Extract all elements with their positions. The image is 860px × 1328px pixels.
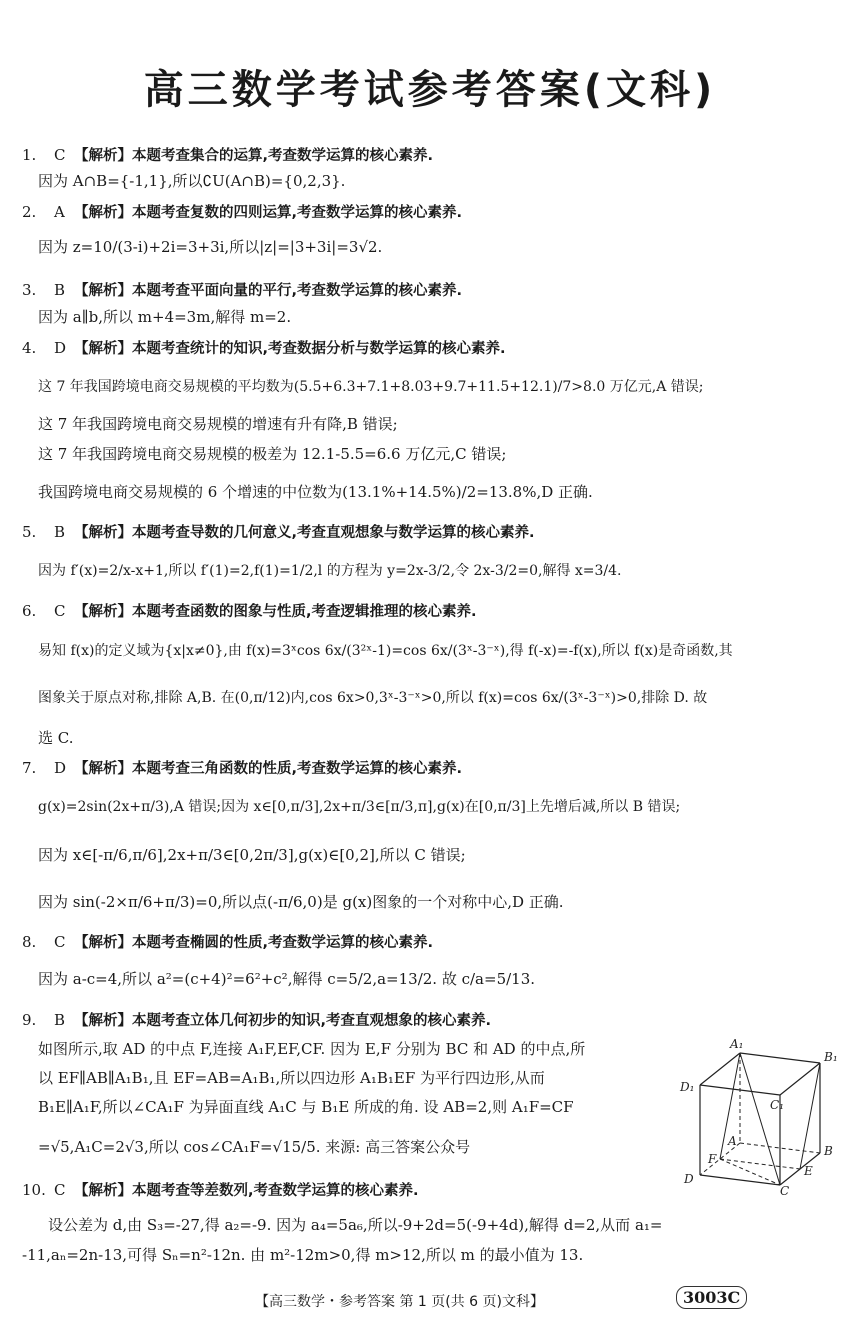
solution-line: 我国跨境电商交易规模的 6 个增速的中位数为(13.1%+14.5%)/2=13.8%,D 正确. <box>38 483 593 501</box>
solution-line: 设公差为 d,由 S₃=-27,得 a₂=-9. 因为 a₄=5a₆,所以-9+2d=5(-9+4d),解得 d=2,从而 a₁= <box>48 1216 663 1234</box>
analysis-note: 本题考查立体几何初步的知识,考查直观想象的核心素养. <box>132 1013 492 1029</box>
solution-line: 这 7 年我国跨境电商交易规模的平均数为(5.5+6.3+7.1+8.03+9.7+11.5+12.1)/7>8.0 万亿元,A 错误; <box>38 379 704 395</box>
solution-line: 易知 f(x)的定义域为{x|x≠0},由 f(x)=3ˣcos 6x/(3²ˣ-1)=cos 6x/(3ˣ-3⁻ˣ),得 f(-x)=-f(x),所以 f(x)是奇函数,其 <box>38 643 733 659</box>
question-number: 1. <box>22 146 37 164</box>
solution-line: 以 EF∥AB∥A₁B₁,且 EF=AB=A₁B₁,所以四边形 A₁B₁EF 为平行四边形,从而 <box>38 1069 545 1087</box>
question-8-header <box>22 932 433 953</box>
label-a1: A₁ <box>730 1037 744 1051</box>
solution-line: 因为 A∩B={-1,1},所以∁U(A∩B)={0,2,3}. <box>38 172 346 190</box>
paper-code: 3003C <box>676 1286 747 1309</box>
answer-letter: B <box>54 281 66 299</box>
analysis-tag: 【解析】 <box>74 525 132 541</box>
solution-line: 如图所示,取 AD 的中点 F,连接 A₁F,EF,CF. 因为 E,F 分别为 BC 和 AD 的中点,所 <box>38 1040 586 1058</box>
analysis-tag: 【解析】 <box>74 1183 132 1199</box>
analysis-note: 本题考查复数的四则运算,考查数学运算的核心素养. <box>132 205 463 221</box>
analysis-note: 本题考查等差数列,考查数学运算的核心素养. <box>132 1183 419 1199</box>
label-b: B <box>824 1144 833 1158</box>
analysis-tag: 【解析】 <box>74 1013 132 1029</box>
analysis-note: 本题考查统计的知识,考查数据分析与数学运算的核心素养. <box>132 341 506 357</box>
question-10-header <box>22 1180 419 1201</box>
question-number: 4. <box>22 339 37 357</box>
analysis-note: 本题考查集合的运算,考查数学运算的核心素养. <box>132 148 434 164</box>
analysis-tag: 【解析】 <box>74 148 132 164</box>
question-number: 3. <box>22 281 37 299</box>
solution-line: g(x)=2sin(2x+π/3),A 错误;因为 x∈[0,π/3],2x+π/3∈[π/3,π],g(x)在[0,π/3]上先增后减,所以 B 错误; <box>38 799 681 815</box>
answer-letter: C <box>54 1181 66 1199</box>
solution-line: 这 7 年我国跨境电商交易规模的增速有升有降,B 错误; <box>38 415 398 433</box>
analysis-tag: 【解析】 <box>74 341 132 357</box>
question-number: 8. <box>22 933 37 951</box>
label-e: E <box>804 1164 813 1178</box>
question-4-header <box>22 338 506 359</box>
label-b1: B₁ <box>824 1050 838 1064</box>
question-number: 6. <box>22 602 37 620</box>
answer-letter: C <box>54 146 66 164</box>
question-2-header <box>22 202 462 223</box>
page-footer: 【高三数学・参考答案 第 1 页(共 6 页)文科】 <box>255 1294 544 1310</box>
solution-line: -11,aₙ=2n-13,可得 Sₙ=n²-12n. 由 m²-12m>0,得 m>12,所以 m 的最小值为 13. <box>22 1246 584 1264</box>
solution-line: 因为 a∥b,所以 m+4=3m,解得 m=2. <box>38 308 292 326</box>
label-c: C <box>780 1184 790 1195</box>
answer-letter: D <box>54 339 67 357</box>
question-number: 5. <box>22 523 37 541</box>
solution-line: 选 C. <box>38 729 74 747</box>
question-6-header <box>22 601 477 622</box>
analysis-tag: 【解析】 <box>74 761 132 777</box>
answer-letter: B <box>54 1011 66 1029</box>
answer-letter: B <box>54 523 66 541</box>
question-7-header <box>22 758 462 779</box>
analysis-note: 本题考查导数的几何意义,考查直观想象与数学运算的核心素养. <box>132 525 535 541</box>
solution-line: 因为 f′(x)=2/x-x+1,所以 f′(1)=2,f(1)=1/2,l 的方程为 y=2x-3/2,令 2x-3/2=0,解得 x=3/4. <box>38 563 622 579</box>
analysis-tag: 【解析】 <box>74 283 132 299</box>
answer-letter: D <box>54 759 67 777</box>
analysis-note: 本题考查椭圆的性质,考查数学运算的核心素养. <box>132 935 434 951</box>
label-c1: C₁ <box>770 1098 784 1112</box>
label-f: F <box>708 1152 717 1166</box>
solution-line: 因为 z=10/(3-i)+2i=3+3i,所以|z|=|3+3i|=3√2. <box>38 238 383 256</box>
solution-line: B₁E∥A₁F,所以∠CA₁F 为异面直线 A₁C 与 B₁E 所成的角. 设 AB=2,则 A₁F=CF <box>38 1098 574 1116</box>
analysis-note: 本题考查函数的图象与性质,考查逻辑推理的核心素养. <box>132 604 477 620</box>
question-number: 10. <box>22 1181 46 1199</box>
page-title: 高三数学考试参考答案(文科) <box>143 67 717 113</box>
solution-line: =√5,A₁C=2√3,所以 cos∠CA₁F=√15/5. 来源: 高三答案公众号 <box>38 1138 471 1156</box>
analysis-tag: 【解析】 <box>74 205 132 221</box>
label-a: A <box>728 1134 737 1148</box>
analysis-tag: 【解析】 <box>74 604 132 620</box>
solution-line: 图象关于原点对称,排除 A,B. 在(0,π/12)内,cos 6x>0,3ˣ-3⁻ˣ>0,所以 f(x)=cos 6x/(3ˣ-3⁻ˣ)>0,排除 D. 故 <box>38 690 708 706</box>
label-d1: D₁ <box>680 1080 695 1094</box>
answer-letter: C <box>54 602 66 620</box>
question-5-header <box>22 522 535 543</box>
cube-figure <box>676 1035 846 1195</box>
analysis-note: 本题考查平面向量的平行,考查数学运算的核心素养. <box>132 283 463 299</box>
question-9-header <box>22 1010 491 1031</box>
answer-letter: C <box>54 933 66 951</box>
question-1-header <box>22 145 433 166</box>
analysis-tag: 【解析】 <box>74 935 132 951</box>
question-number: 2. <box>22 203 37 221</box>
question-3-header <box>22 280 462 301</box>
solution-line: 这 7 年我国跨境电商交易规模的极差为 12.1-5.5=6.6 万亿元,C 错误; <box>38 445 507 463</box>
solution-line: 因为 a-c=4,所以 a²=(c+4)²=6²+c²,解得 c=5/2,a=13/2. 故 c/a=5/13. <box>38 970 536 988</box>
question-number: 9. <box>22 1011 37 1029</box>
solution-line: 因为 x∈[-π/6,π/6],2x+π/3∈[0,2π/3],g(x)∈[0,2],所以 C 错误; <box>38 846 466 864</box>
label-d: D <box>684 1172 694 1186</box>
question-number: 7. <box>22 759 37 777</box>
solution-line: 因为 sin(-2×π/6+π/3)=0,所以点(-π/6,0)是 g(x)图象的一个对称中心,D 正确. <box>38 893 564 911</box>
analysis-note: 本题考查三角函数的性质,考查数学运算的核心素养. <box>132 761 463 777</box>
answer-letter: A <box>54 203 65 221</box>
